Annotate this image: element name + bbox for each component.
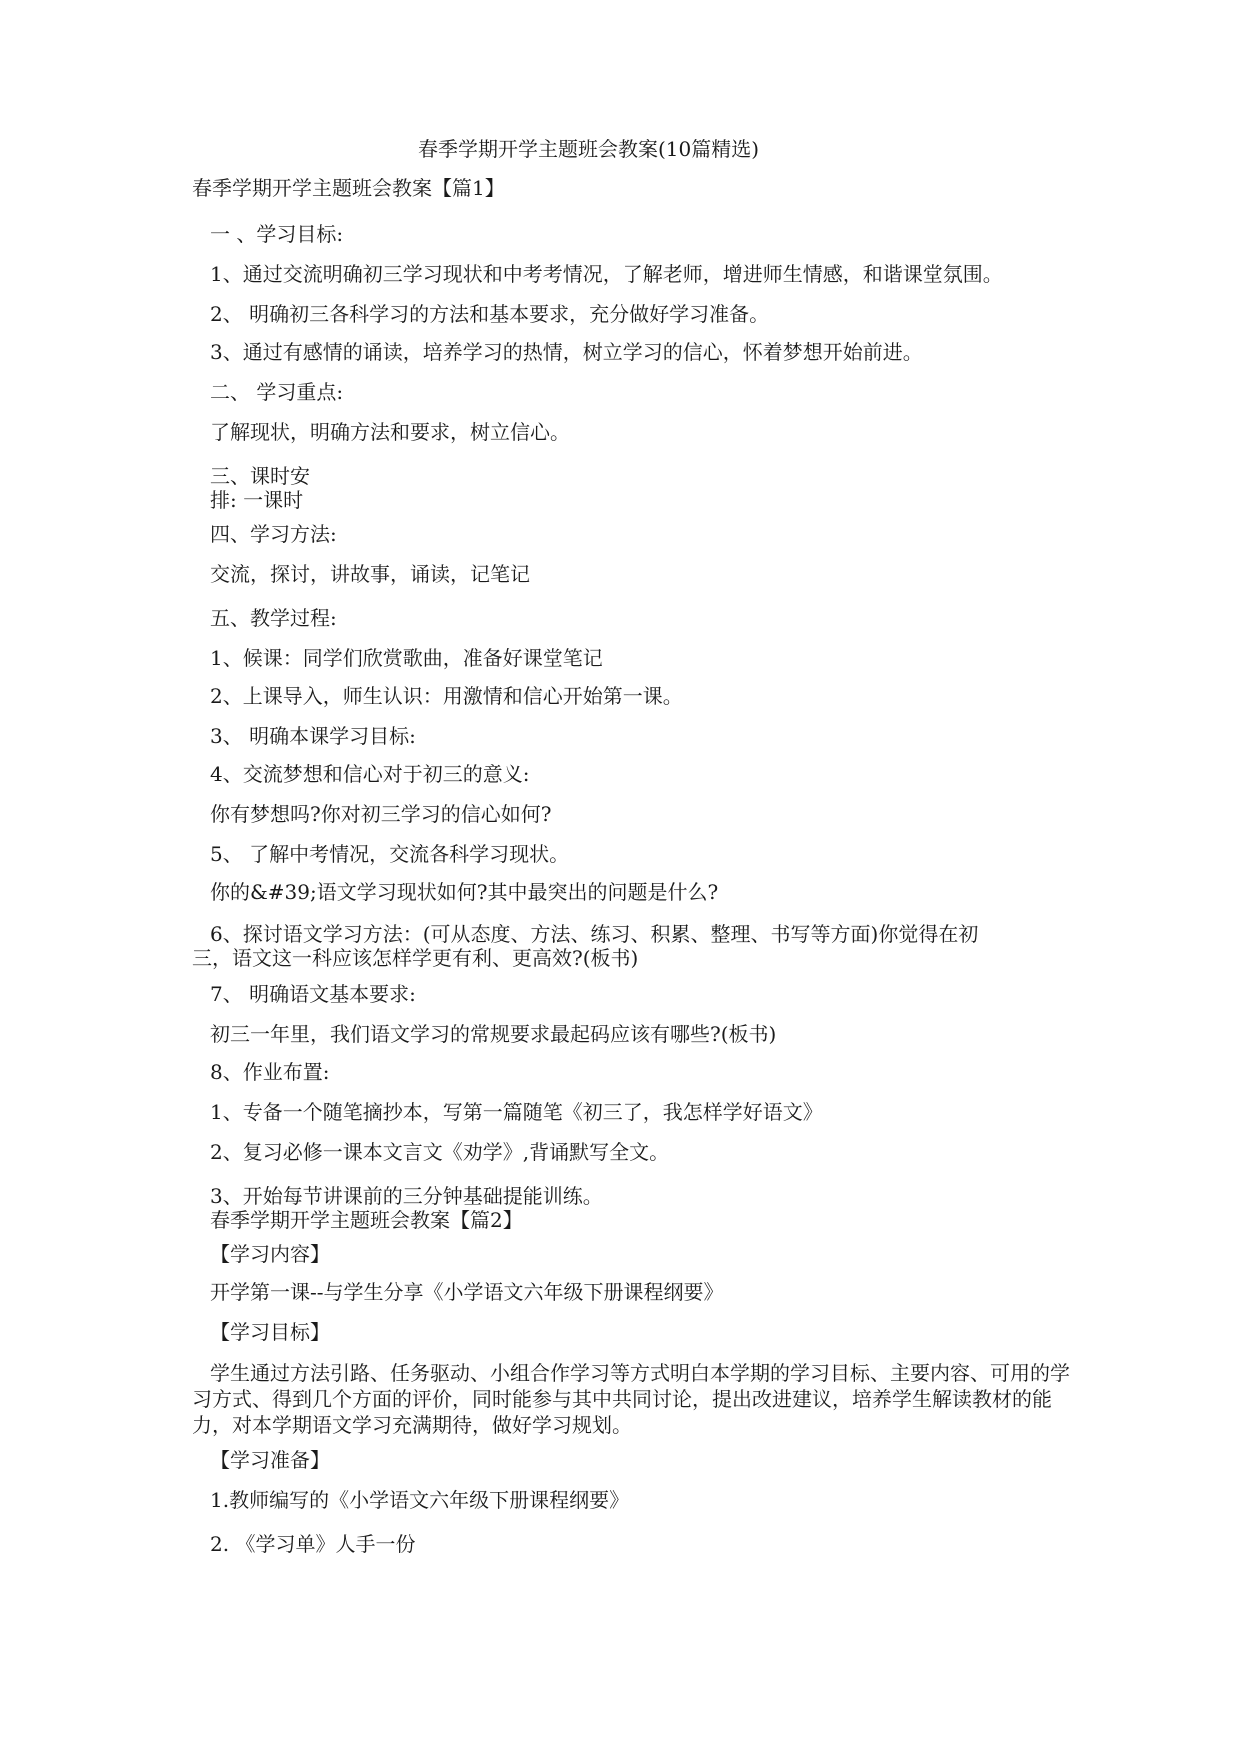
heading-key-points: 二、 学习重点: xyxy=(210,380,344,404)
process-item-4-question: 你有梦想吗?你对初三学习的信心如何? xyxy=(210,802,552,826)
prep-item-1: 1.教师编写的《小学语文六年级下册课程纲要》 xyxy=(210,1488,630,1512)
section-heading-part1: 春季学期开学主题班会教案【篇1】 xyxy=(192,176,505,200)
class-hours-text: 排: 一课时 xyxy=(210,488,304,512)
process-item-7: 7、 明确语文基本要求: xyxy=(210,982,416,1006)
process-item-2: 2、上课导入，师生认识：用激情和信心开始第一课。 xyxy=(210,684,683,708)
document-title: 春季学期开学主题班会教案(10篇精选) xyxy=(418,137,760,161)
heading-class-hours: 三、课时安 xyxy=(210,464,310,488)
process-item-5: 5、 了解中考情况，交流各科学习现状。 xyxy=(210,842,570,866)
process-item-6-line1: 6、探讨语文学习方法：(可从态度、方法、练习、积累、整理、书写等方面)你觉得在初 xyxy=(210,922,979,946)
heading-teaching-process: 五、教学过程: xyxy=(210,606,337,630)
section-heading-part2: 春季学期开学主题班会教案【篇2】 xyxy=(210,1208,523,1232)
key-points-text: 了解现状，明确方法和要求，树立信心。 xyxy=(210,420,570,444)
goal-item-2: 2、 明确初三各科学习的方法和基本要求，充分做好学习准备。 xyxy=(210,302,770,326)
homework-item-1: 1、专备一个随笔摘抄本，写第一篇随笔《初三了，我怎样学好语文》 xyxy=(210,1100,823,1124)
learning-goals-paragraph: 学生通过方法引路、任务驱动、小组合作学习等方式明白本学期的学习目标、主要内容、可用的学习方式、得到几个方面的评价，同时能参与其中共同讨论，提出改进建议，培养学生解读教材的能力，对本学期语文学习充满期待，做好学习规划。 xyxy=(192,1361,1070,1437)
process-item-4: 4、交流梦想和信心对于初三的意义: xyxy=(210,762,530,786)
heading-learning-goals-part2: 【学习目标】 xyxy=(210,1320,330,1344)
process-item-6-line2: 三，语文这一科应该怎样学更有利、更高效?(板书) xyxy=(192,946,639,970)
goal-item-1: 1、通过交流明确初三学习现状和中考考情况，了解老师，增进师生情感，和谐课堂氛围。 xyxy=(210,262,1003,286)
heading-learning-goals: 一 、学习目标: xyxy=(210,222,344,246)
heading-learning-prep: 【学习准备】 xyxy=(210,1448,330,1472)
learning-content-text: 开学第一课--与学生分享《小学语文六年级下册课程纲要》 xyxy=(210,1280,724,1304)
process-item-3: 3、 明确本课学习目标: xyxy=(210,724,416,748)
process-item-8: 8、作业布置: xyxy=(210,1060,330,1084)
homework-item-2: 2、复习必修一课本文言文《劝学》,背诵默写全文。 xyxy=(210,1140,670,1164)
prep-item-2: 2. 《学习单》人手一份 xyxy=(210,1532,416,1556)
homework-item-3: 3、开始每节讲课前的三分钟基础提能训练。 xyxy=(210,1184,603,1208)
process-item-1: 1、候课：同学们欣赏歌曲，准备好课堂笔记 xyxy=(210,646,603,670)
heading-learning-content: 【学习内容】 xyxy=(210,1242,330,1266)
heading-methods: 四、学习方法: xyxy=(210,522,337,546)
methods-text: 交流，探讨，讲故事，诵读，记笔记 xyxy=(210,562,530,586)
process-item-5-question: 你的&#39;语文学习现状如何?其中最突出的问题是什么? xyxy=(210,880,719,904)
goal-item-3: 3、通过有感情的诵读，培养学习的热情，树立学习的信心，怀着梦想开始前进。 xyxy=(210,340,923,364)
process-item-7-question: 初三一年里，我们语文学习的常规要求最起码应该有哪些?(板书) xyxy=(210,1022,777,1046)
